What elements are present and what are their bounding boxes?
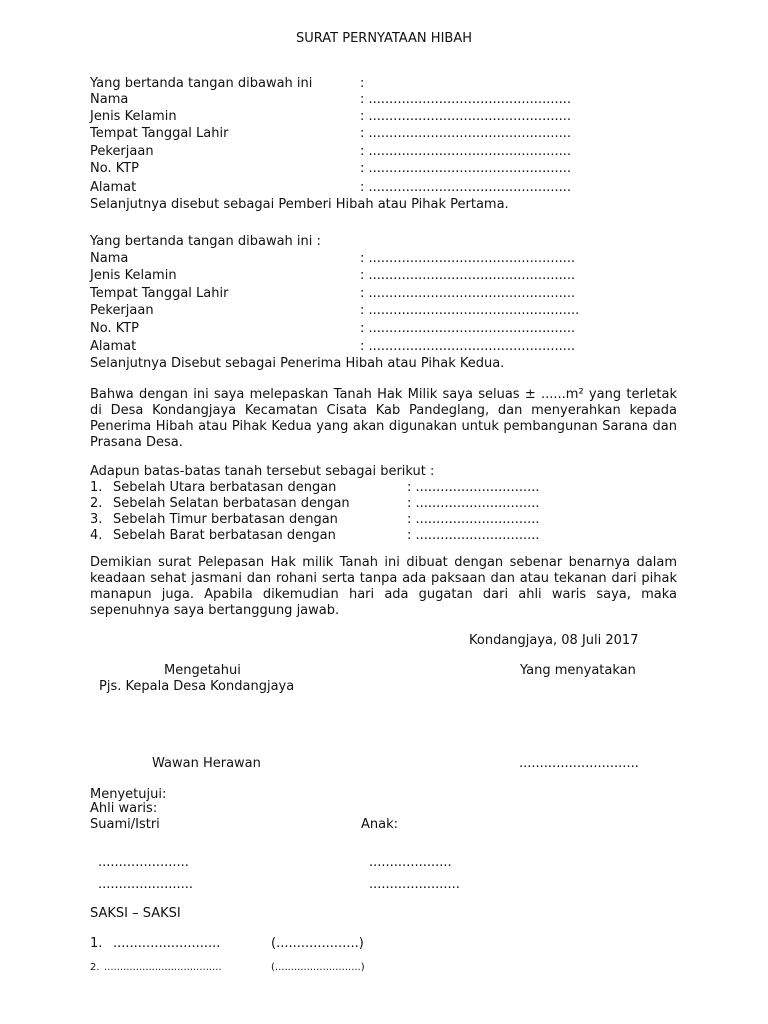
- party2-intro: Yang bertanda tangan dibawah ini :: [90, 234, 321, 249]
- heir-child-line: ......................: [369, 877, 460, 892]
- boundary-num: 2.: [90, 496, 103, 511]
- party1-label-pekerjaan: Pekerjaan: [90, 144, 154, 159]
- signature-left-heading: Mengetahui: [164, 663, 241, 678]
- boundary-num: 4.: [90, 528, 103, 543]
- party2-label-pekerjaan: Pekerjaan: [90, 303, 154, 318]
- party1-closing: Selanjutnya disebut sebagai Pemberi Hibah atau Pihak Pertama.: [90, 197, 509, 212]
- witness-signature-line: .....................................: [104, 962, 222, 973]
- party1-intro-colon: :: [360, 76, 365, 91]
- signature-left-name: Wawan Herawan: [152, 756, 261, 771]
- party1-value-ktp: : .................................................: [360, 161, 571, 176]
- party2-value-nama: : ..................................................: [360, 251, 576, 266]
- heir-spouse-line: .......................: [98, 877, 194, 892]
- heir-col-child: Anak:: [361, 817, 399, 832]
- party1-value-alamat: : .................................................: [360, 180, 571, 195]
- party1-label-alamat: Alamat: [90, 180, 137, 195]
- boundary-value: : ..............................: [407, 528, 540, 543]
- party1-label-nama: Nama: [90, 92, 129, 107]
- witnesses-heading: SAKSI – SAKSI: [90, 906, 181, 921]
- party2-value-jenis-kelamin: : ..................................................: [360, 268, 576, 283]
- closing-paragraph: Demikian surat Pelepasan Hak milik Tanah ini dibuat dengan sebenar benarnya dalam keadaan sehat jasmani dan rohani serta tanpa ada paksaan dan atau tekanan dari pihak manapun juga. Apabila dikemudian hari ada gugatan dari ahli waris saya, maka sepenuhnya saya bertanggung jawab.: [90, 555, 677, 618]
- party2-label-ktp: No. KTP: [90, 321, 140, 336]
- boundary-num: 3.: [90, 512, 103, 527]
- party1-intro: Yang bertanda tangan dibawah ini: [90, 76, 313, 91]
- party2-value-ktp: : ..................................................: [360, 321, 576, 336]
- boundary-value: : ..............................: [407, 496, 540, 511]
- boundary-text: Sebelah Utara berbatasan dengan: [113, 480, 337, 495]
- party1-label-jenis-kelamin: Jenis Kelamin: [90, 109, 177, 124]
- party1-label-ktp: No. KTP: [90, 161, 140, 176]
- party2-value-alamat: : ..................................................: [360, 339, 576, 354]
- boundary-value: : ..............................: [407, 512, 540, 527]
- party2-label-ttl: Tempat Tanggal Lahir: [90, 286, 229, 301]
- statement-paragraph: Bahwa dengan ini saya melepaskan Tanah Hak Milik saya seluas ± ......m² yang terletak di Desa Kondangjaya Kecamatan Cisata Kab Pandeglang, dan menyerahkan kepada Penerima Hibah atau Pihak Kedua yang akan digunakan untuk pembangunan Sarana dan Prasana Desa.: [90, 387, 677, 450]
- signature-right-name: .............................: [519, 756, 639, 771]
- witness-num: 2.: [90, 962, 100, 973]
- party1-value-ttl: : .................................................: [360, 126, 571, 141]
- witness-name-line: (....................): [271, 936, 364, 951]
- party1-value-jenis-kelamin: : .................................................: [360, 109, 571, 124]
- document-title: SURAT PERNYATAAN HIBAH: [296, 31, 472, 46]
- heir-child-line: ....................: [369, 855, 452, 870]
- party2-label-alamat: Alamat: [90, 339, 137, 354]
- party2-label-nama: Nama: [90, 251, 129, 266]
- witness-num: 1.: [90, 936, 103, 951]
- boundaries-intro: Adapun batas-batas tanah tersebut sebagai berikut :: [90, 464, 435, 479]
- party1-value-pekerjaan: : .................................................: [360, 144, 571, 159]
- witness-name-line: (...........................): [271, 962, 365, 973]
- boundary-text: Sebelah Barat berbatasan dengan: [113, 528, 336, 543]
- party1-label-ttl: Tempat Tanggal Lahir: [90, 126, 229, 141]
- party2-value-pekerjaan: : ...................................................: [360, 303, 580, 318]
- heir-col-spouse: Suami/Istri: [90, 817, 160, 832]
- boundary-text: Sebelah Timur berbatasan dengan: [113, 512, 338, 527]
- signature-right-heading: Yang menyatakan: [520, 663, 636, 678]
- heir-spouse-line: ......................: [98, 855, 189, 870]
- signature-left-role: Pjs. Kepala Desa Kondangjaya: [99, 679, 295, 694]
- party2-value-ttl: : ..................................................: [360, 286, 576, 301]
- boundary-value: : ..............................: [407, 480, 540, 495]
- party2-closing: Selanjutnya Disebut sebagai Penerima Hibah atau Pihak Kedua.: [90, 356, 505, 371]
- boundary-text: Sebelah Selatan berbatasan dengan: [113, 496, 350, 511]
- party2-label-jenis-kelamin: Jenis Kelamin: [90, 268, 177, 283]
- approval-heading: Menyetujui:: [90, 787, 167, 802]
- heirs-heading: Ahli waris:: [90, 801, 158, 816]
- boundary-num: 1.: [90, 480, 103, 495]
- witness-signature-line: ..........................: [113, 936, 221, 951]
- party1-value-nama: : .................................................: [360, 92, 571, 107]
- place-date: Kondangjaya, 08 Juli 2017: [469, 633, 639, 648]
